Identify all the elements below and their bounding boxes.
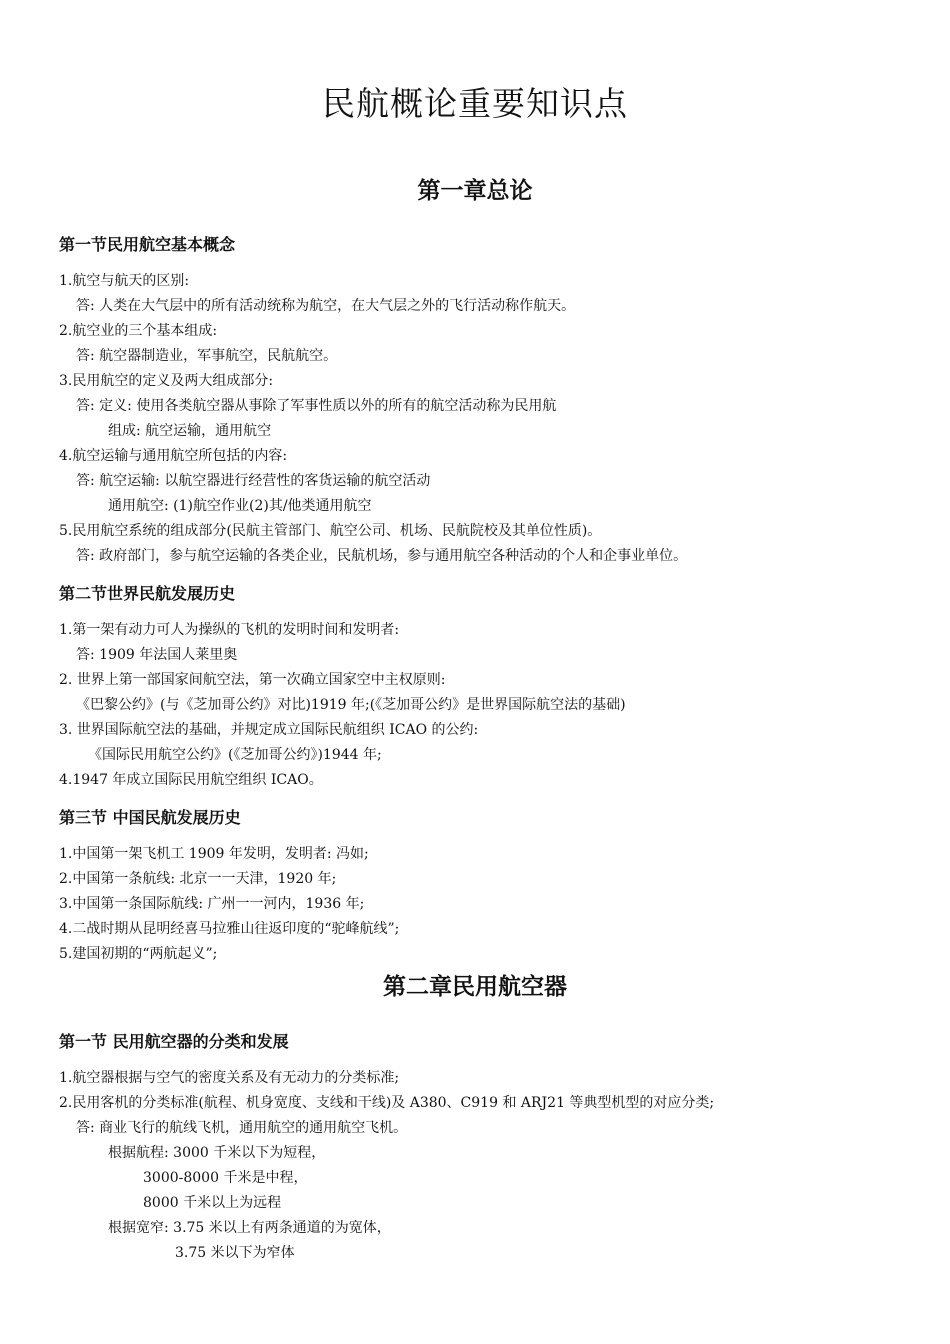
chapter-2-title: 第二章民用航空器 xyxy=(383,973,567,1000)
text-line: 根据宽窄: 3.75 米以上有两条通道的为宽体， xyxy=(108,1220,391,1236)
document-title: 民航概论重要知识点 xyxy=(322,84,628,123)
text-line: 4.航空运输与通用航空所包括的内容: xyxy=(59,448,288,464)
text-line: 《国际民用航空公约》(《芝加哥公约》)1944 年; xyxy=(88,747,382,763)
text-line: 答: 定义: 使用各类航空器从事除了军事性质以外的所有的航空活动称为民用航 xyxy=(76,398,557,414)
text-line: 根据航程: 3000 千米以下为短程， xyxy=(108,1145,326,1161)
text-line: 通用航空: (1)航空作业(2)其/他类通用航空 xyxy=(108,498,372,514)
text-line: 8000 千米以上为远程 xyxy=(143,1195,282,1211)
section-1-1-title: 第一节民用航空基本概念 xyxy=(59,235,236,254)
section-1-2-title: 第二节世界民航发展历史 xyxy=(59,584,236,603)
text-line: 3.中国第一条国际航线: 广州一一河内，1936 年; xyxy=(59,896,365,912)
text-line: 3.民用航空的定义及两大组成部分: xyxy=(59,373,274,389)
text-line: 3.75 米以下为窄体 xyxy=(175,1245,295,1261)
text-line: 1.航空器根据与空气的密度关系及有无动力的分类标准; xyxy=(59,1070,400,1086)
section-2-1-title: 第一节 民用航空器的分类和发展 xyxy=(59,1032,289,1051)
text-line: 答: 政府部门，参与航空运输的各类企业，民航机场，参与通用航空各种活动的个人和企事业单位。 xyxy=(76,548,688,564)
chapter-1-title: 第一章总论 xyxy=(417,177,533,204)
text-line: 1.中国第一架飞机工 1909 年发明，发明者: 冯如; xyxy=(59,846,369,862)
text-line: 3000-8000 千米是中程， xyxy=(143,1170,308,1186)
text-line: 组成: 航空运输，通用航空 xyxy=(108,423,272,439)
text-line: 2.中国第一条航线: 北京一一天津，1920 年; xyxy=(59,871,337,887)
text-line: 3. 世界国际航空法的基础，并规定成立国际民航组织 ICAO 的公约: xyxy=(59,722,479,738)
text-line: 4.二战时期从昆明经喜马拉雅山往返印度的“驼峰航线”; xyxy=(59,921,400,937)
text-line: 5.建国初期的“两航起义”; xyxy=(59,946,218,962)
section-1-3-title: 第三节 中国民航发展历史 xyxy=(59,808,241,827)
text-line: 答: 1909 年法国人莱里奥 xyxy=(76,647,238,663)
text-line: 答: 航空运输: 以航空器进行经营性的客货运输的航空活动 xyxy=(76,473,431,489)
text-line: 2.民用客机的分类标准(航程、机身宽度、支线和干线)及 A380、C919 和 ARJ21 等典型机型的对应分类; xyxy=(59,1095,715,1111)
text-line: 1.第一架有动力可人为操纵的飞机的发明时间和发明者: xyxy=(59,622,400,638)
text-line: 答: 人类在大气层中的所有活动统称为航空，在大气层之外的飞行活动称作航天。 xyxy=(76,298,576,314)
text-line: 答: 航空器制造业，军事航空，民航航空。 xyxy=(76,348,338,364)
text-line: 2.航空业的三个基本组成: xyxy=(59,323,218,339)
text-line: 5.民用航空系统的组成部分(民航主管部门、航空公司、机场、民航院校及其单位性质)。 xyxy=(59,523,602,539)
text-line: 答: 商业飞行的航线飞机，通用航空的通用航空飞机。 xyxy=(76,1120,408,1136)
text-line: 《巴黎公约》(与《芝加哥公约》对比)1919 年;(《芝加哥公约》是世界国际航空法的基础) xyxy=(76,697,626,713)
text-line: 4.1947 年成立国际民用航空组织 ICAO。 xyxy=(59,772,323,788)
text-line: 1.航空与航天的区别: xyxy=(59,273,190,289)
text-line: 2. 世界上第一部国家间航空法，第一次确立国家空中主权原则: xyxy=(59,672,446,688)
